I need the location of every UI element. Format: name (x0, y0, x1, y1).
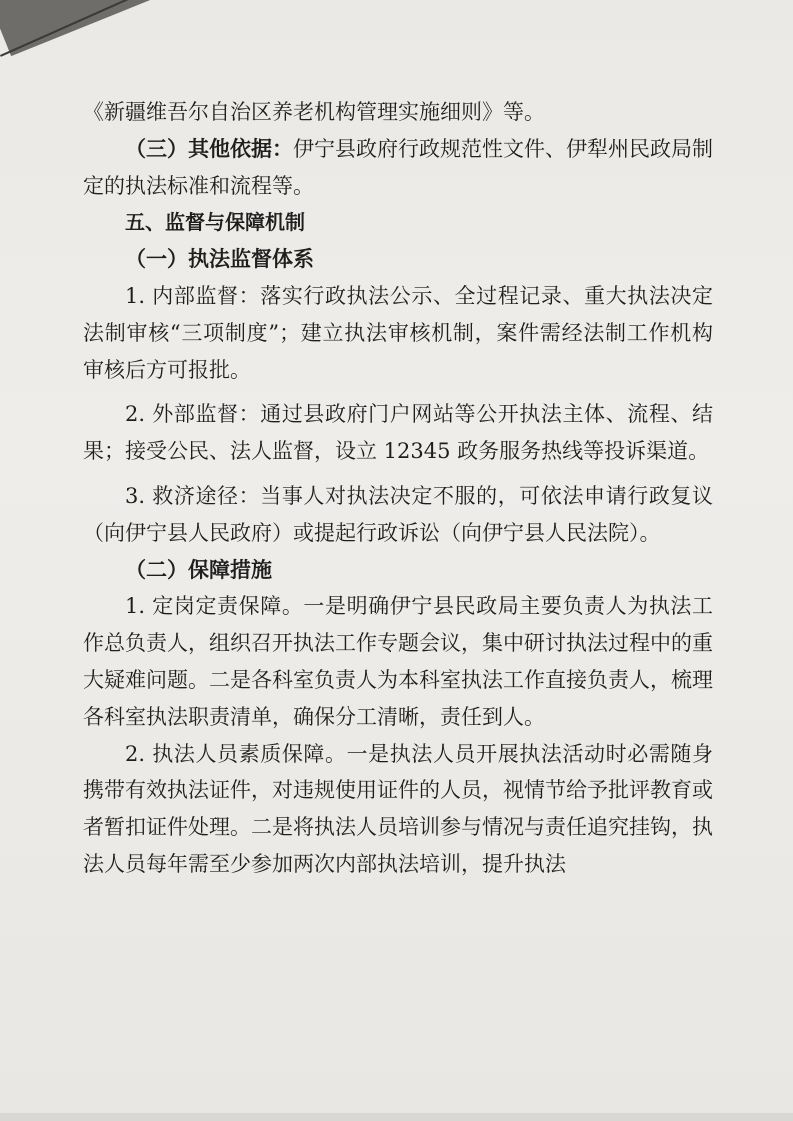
heading-safeguard-measures: （二）保障措施 (125, 557, 272, 582)
paragraph-staff-quality: 2. 执法人员素质保障。一是执法人员开展执法活动时必需随身携带有效执法证件，对违规使用证件的人员，视情节给予批评教育或者暂扣证件处理。二是将执法人员培训参与情况与责任追究挂钩，执法人员每年需至少参加两次内部执法培训，提升执法 (83, 741, 713, 876)
paragraph-internal-supervision: 1. 内部监督：落实行政执法公示、全过程记录、重大执法决定法制审核“三项制度”；建立执法审核机制，案件需经法制工作机构审核后方可报批。 (83, 283, 713, 382)
document-body (83, 94, 713, 883)
paragraph-post-responsibility: 1. 定岗定责保障。一是明确伊宁县民政局主要负责人为执法工作总负责人，组织召开执法工作专题会议，集中研讨执法过程中的重大疑难问题。二是各科室负责人为本科室执法工作直接负责人，梳理各科室执法职责清单，确保分工清晰，责任到人。 (83, 594, 713, 729)
photo-corner-shadow (0, 0, 252, 56)
paragraph-relief-channels: 3. 救济途径：当事人对执法决定不服的，可依法申请行政复议（向伊宁县人民政府）或提起行政诉讼（向伊宁县人民法院）。 (83, 483, 713, 545)
heading-supervision-system: （一）执法监督体系 (125, 247, 314, 272)
other-basis-lead: （三）其他依据： (125, 135, 293, 161)
paragraph-other-basis (83, 131, 713, 205)
other-basis-text: 伊宁县政府行政规范性文件、伊犁州民政局制定的执法标准和流程等。 (83, 136, 713, 198)
paragraph-external-supervision: 2. 外部监督：通过县政府门户网站等公开执法主体、流程、结果；接受公民、法人监督，设立 12345 政务服务热线等投诉渠道。 (83, 402, 713, 464)
heading-section-5: 五、监督与保障机制 (125, 210, 305, 235)
paragraph-regulation-reference: 《新疆维吾尔自治区养老机构管理实施细则》等。 (83, 100, 545, 124)
page-bottom-edge (0, 1113, 793, 1121)
